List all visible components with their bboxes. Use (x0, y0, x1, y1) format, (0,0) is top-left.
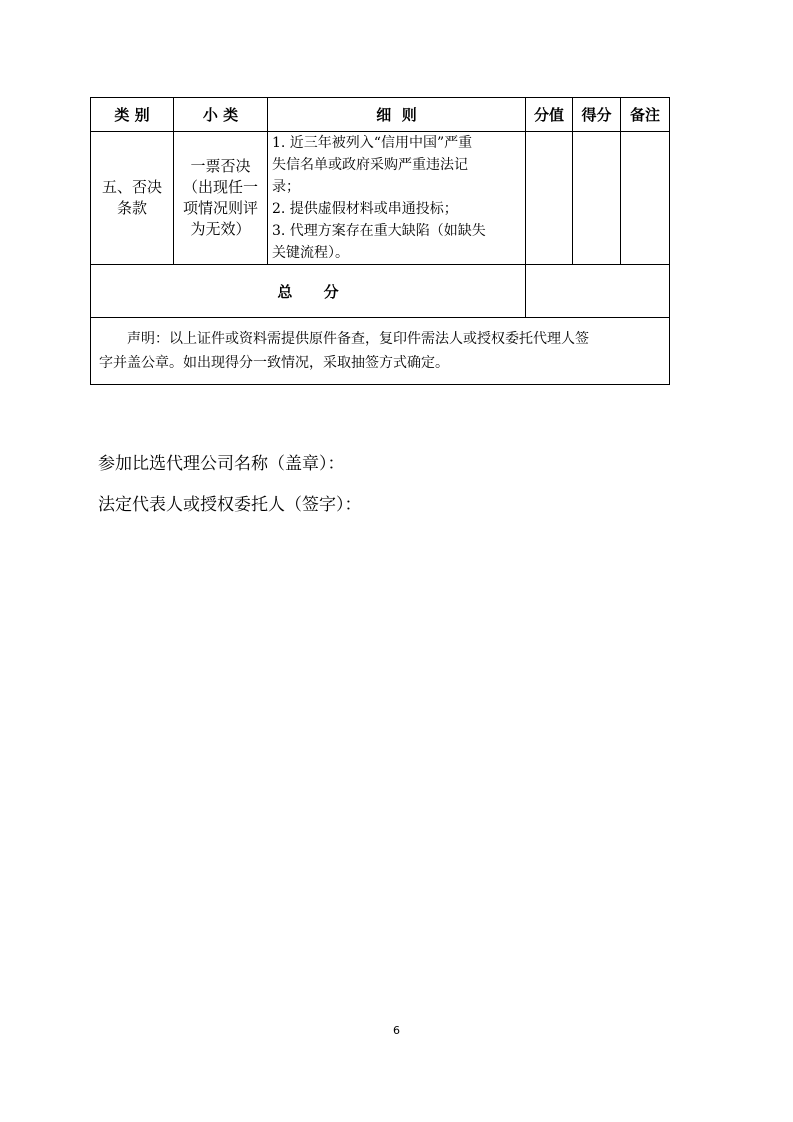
statement-line: 声明：以上证件或资料需提供原件备查，复印件需法人或授权委托代理人签 (127, 331, 589, 347)
cell-detail (268, 132, 526, 265)
representative-signature-label: 法定代表人或授权委托人（签字）： (98, 495, 362, 515)
table-header-row (91, 98, 670, 132)
detail-line: 录； (272, 179, 300, 195)
header-subcategory: 小 类 (174, 98, 268, 132)
statement-cell (91, 318, 670, 385)
cell-remark (621, 132, 670, 265)
header-obtained: 得分 (573, 98, 621, 132)
scoring-table (90, 97, 670, 385)
cell-category (91, 132, 174, 265)
header-detail: 细 则 (268, 98, 526, 132)
total-value-cell (526, 265, 670, 318)
total-row (91, 265, 670, 318)
table-row (91, 132, 670, 265)
detail-line: 失信名单或政府采购严重违法记 (272, 157, 468, 173)
statement-row (91, 318, 670, 385)
subcategory-line: 一票否决 (190, 157, 251, 175)
category-line: 条款 (116, 199, 147, 217)
header-category: 类 别 (91, 98, 174, 132)
detail-line: 2. 提供虚假材料或串通投标； (272, 201, 458, 217)
cell-subcategory (174, 132, 268, 265)
detail-line: 关键流程）。 (272, 245, 349, 261)
subcategory-line: （出现任一 (182, 178, 258, 196)
header-remark: 备注 (621, 98, 670, 132)
subcategory-line: 为无效） (190, 220, 251, 238)
cell-obtained (573, 132, 621, 265)
detail-line: 1. 近三年被列入“信用中国”严重 (272, 135, 473, 151)
category-line: 五、否决 (101, 178, 162, 196)
statement-line: 字并盖公章。如出现得分一致情况，采取抽签方式确定。 (99, 355, 449, 371)
cell-score (526, 132, 573, 265)
detail-line: 3. 代理方案存在重大缺陷（如缺失 (272, 223, 486, 239)
company-signature-label: 参加比选代理公司名称（盖章）： (98, 454, 345, 474)
subcategory-line: 项情况则评 (182, 199, 258, 217)
total-label: 总 分 (91, 265, 526, 318)
page-number: 6 (393, 1024, 400, 1037)
header-score: 分值 (526, 98, 573, 132)
